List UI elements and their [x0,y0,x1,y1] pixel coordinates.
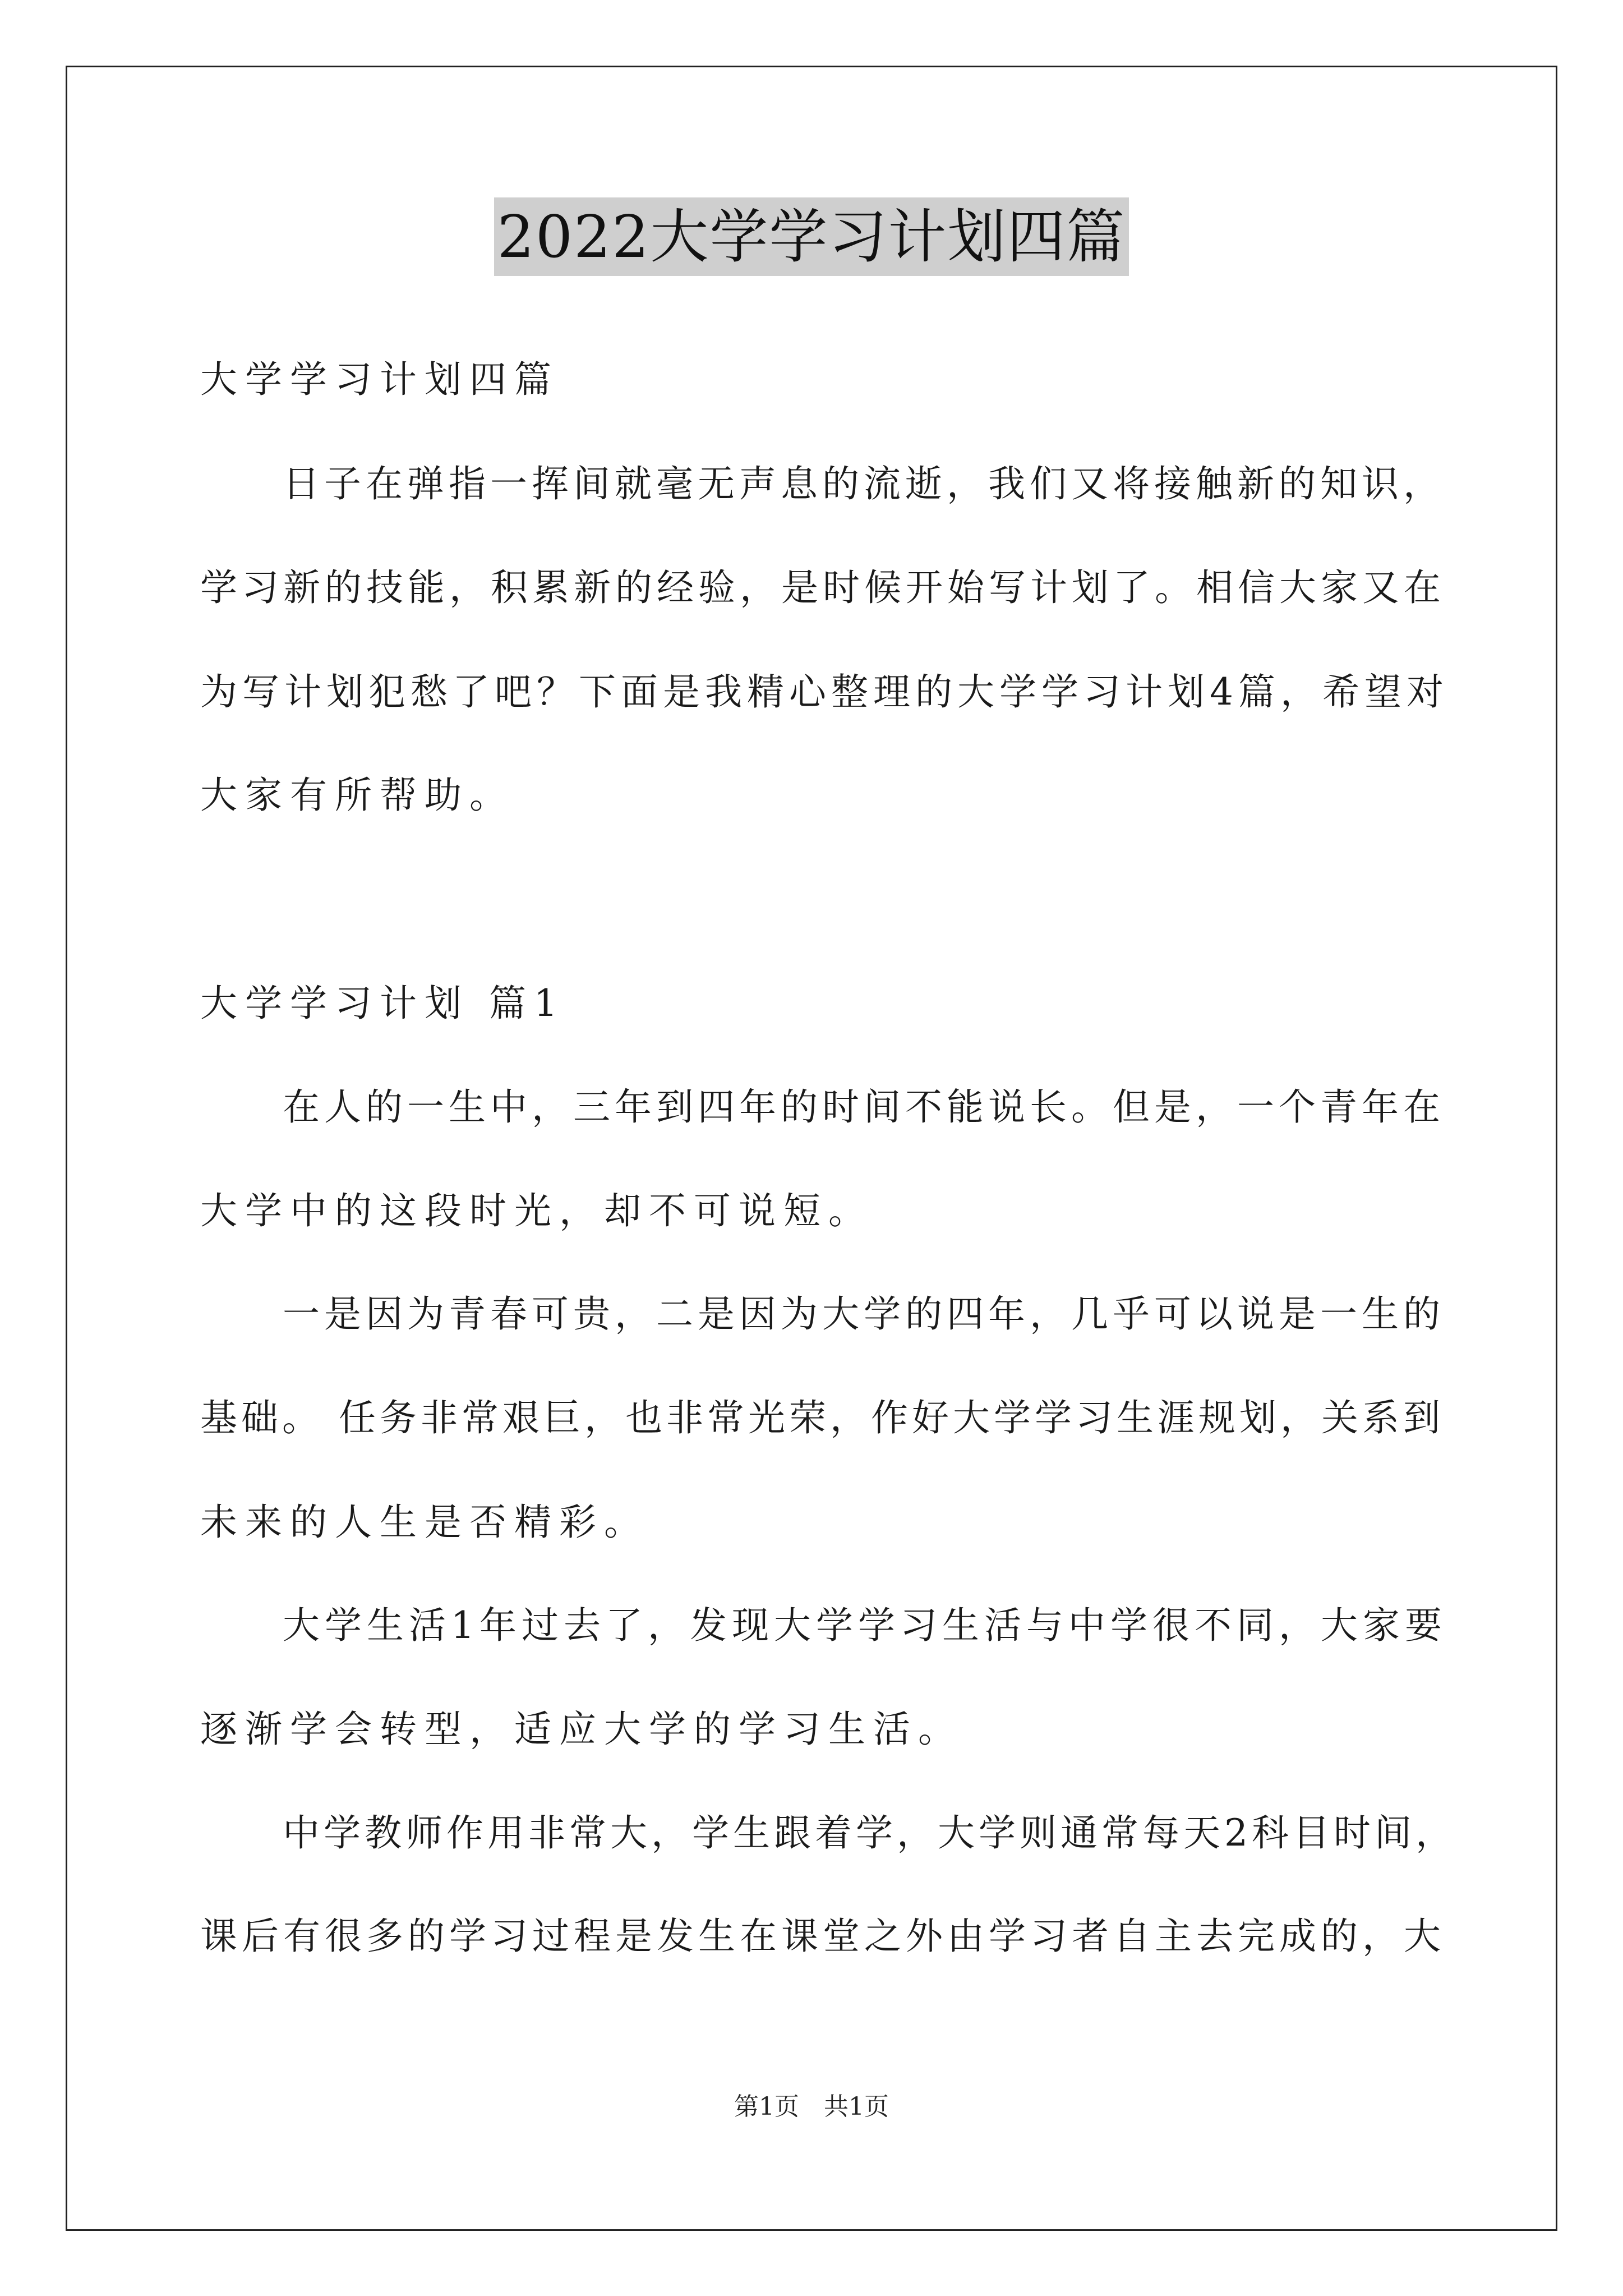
body-line: 基础。 任务非常艰巨，也非常光荣，作好大学学习生涯规划，关系到 [200,1396,1444,1439]
body-line: 中学教师作用非常大，学生跟着学，大学则通常每天2科目时间， [283,1811,1456,1855]
section-heading: 大学学习计划 篇1 [200,982,565,1025]
subtitle: 大学学习计划四篇 [200,358,559,401]
body-line: 逐渐学会转型，适应大学的学习生活。 [200,1708,963,1751]
intro-line: 大家有所帮助。 [200,774,514,817]
body-line: 在人的一生中，三年到四年的时间不能说长。但是，一个青年在 [283,1085,1445,1129]
body-line: 一是因为青春可贵，二是因为大学的四年，几乎可以说是一生的 [283,1292,1445,1336]
body-line: 未来的人生是否精彩。 [200,1501,649,1544]
intro-line: 为写计划犯愁了吧？下面是我精心整理的大学学习计划4篇，希望对 [200,670,1449,714]
body-line: 课后有很多的学习过程是发生在课堂之外由学习者自主去完成的，大 [200,1915,1445,1958]
body-line: 大学生活1年过去了，发现大学学习生活与中学很不同，大家要 [283,1604,1447,1647]
intro-line: 学习新的技能，积累新的经验，是时候开始写计划了。相信大家又在 [200,566,1445,609]
intro-line: 日子在弹指一挥间就毫无声息的流逝，我们又将接触新的知识， [283,462,1445,505]
document-title: 2022大学学习计划四篇 [494,197,1129,276]
body-line: 大学中的这段时光，却不可说短。 [200,1189,873,1232]
page-number-footer: 第1页 共1页 [734,2092,889,2121]
title-container [0,197,1623,276]
